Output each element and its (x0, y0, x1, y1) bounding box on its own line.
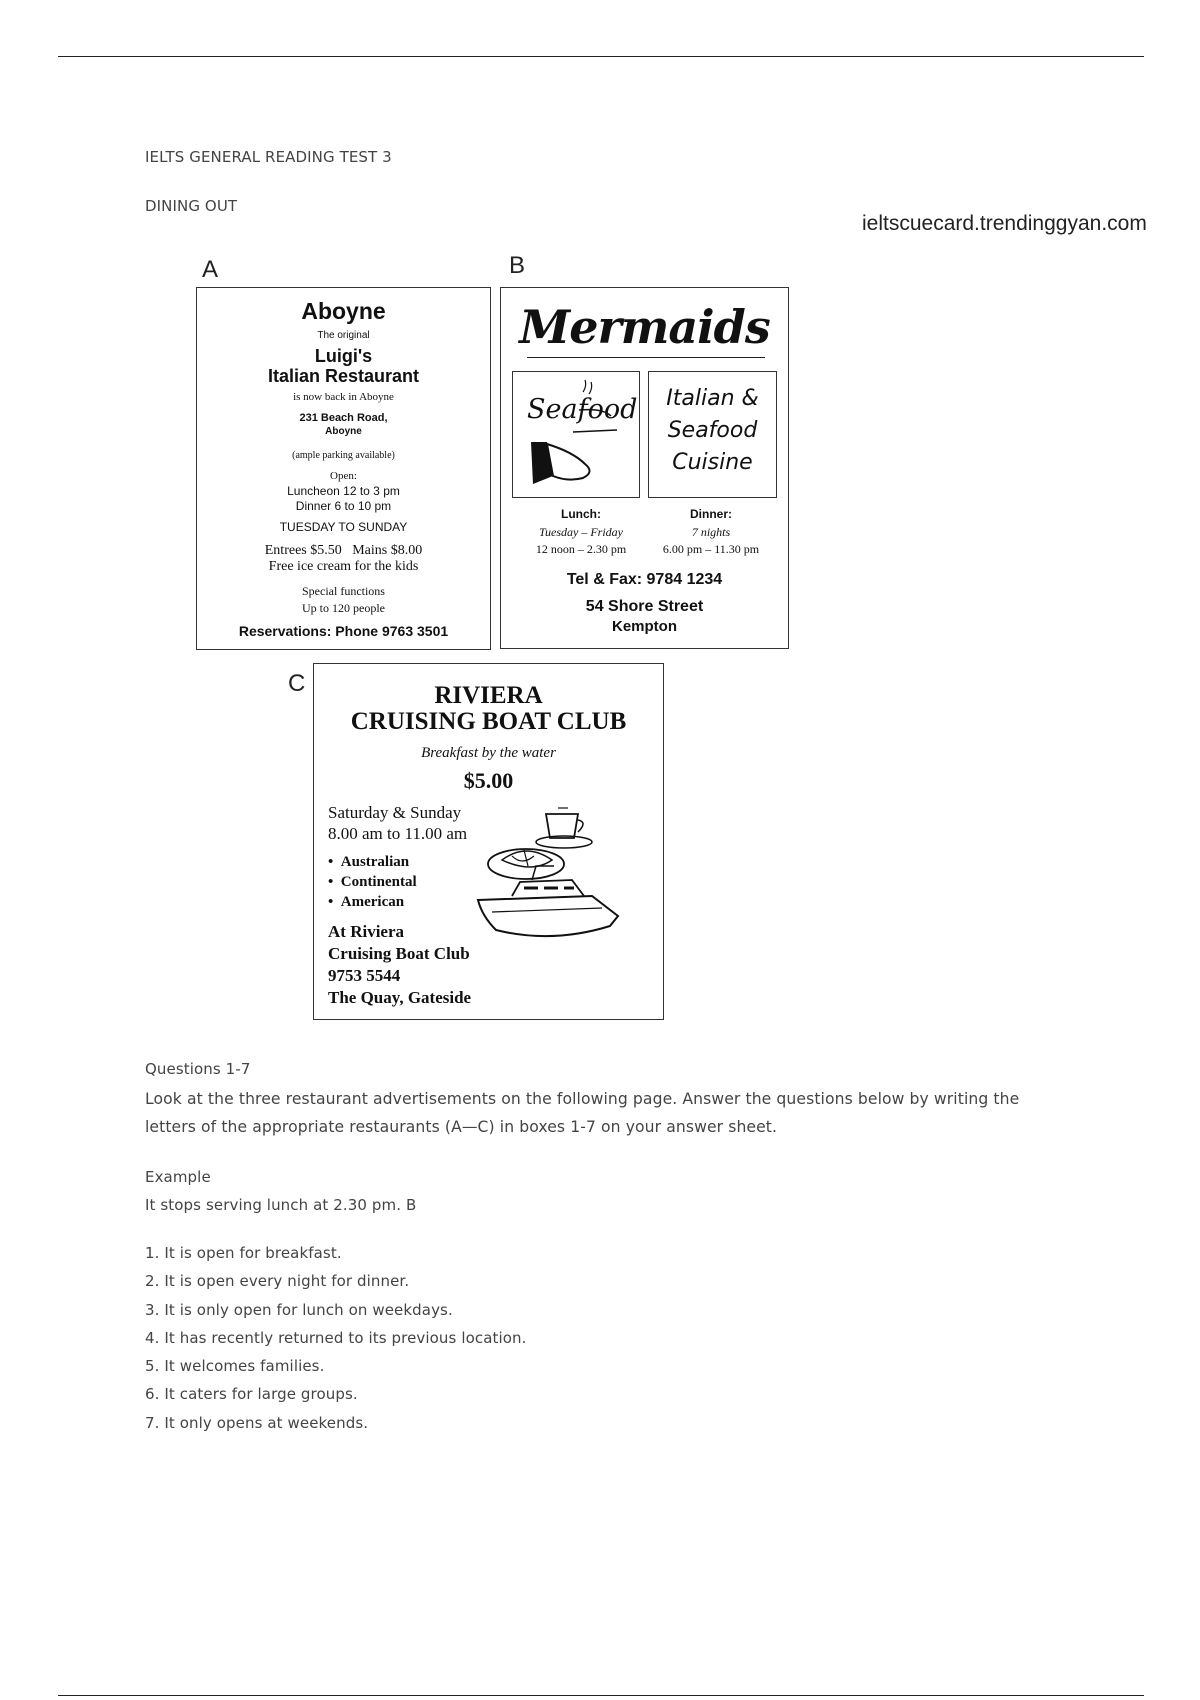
breakfast-boat-illustration-icon (472, 804, 632, 954)
questions-heading: Questions 1-7 (145, 1060, 251, 1078)
ad-a-letter: A (202, 256, 219, 283)
question-item: 2. It is open every night for dinner. (145, 1272, 410, 1291)
ad-a-prices: Entrees $5.50 Mains $8.00 (264, 543, 423, 558)
ad-b-cuisine-line3: Cuisine (672, 450, 753, 475)
ad-b-cuisine-box (648, 371, 777, 498)
ad-a-days: TUESDAY TO SUNDAY (279, 520, 408, 534)
ad-c-title-line1: RIVIERA (434, 682, 543, 709)
example-label: Example (145, 1168, 211, 1186)
ad-b-mermaids (500, 287, 789, 649)
ad-c-loc-line2: Cruising Boat Club (328, 944, 470, 963)
ad-a-functions: Special functions (302, 584, 385, 598)
question-item: 4. It has recently returned to its previous location. (145, 1328, 527, 1347)
ad-b-dinner-days: 7 nights (691, 525, 731, 539)
ad-b-dinner-hours: 6.00 pm – 11.30 pm (662, 542, 760, 556)
ad-a-dinner: Dinner 6 to 10 pm (295, 499, 392, 513)
instructions-line2: letters of the appropriate restaurants (A—C) in boxes 1-7 on your answer sheet. (145, 1118, 778, 1136)
ad-a-restaurant-type: Italian Restaurant (267, 366, 420, 386)
ad-c-letter: C (288, 670, 306, 697)
ad-c-days: Saturday & Sunday (328, 803, 462, 822)
ad-c-option: • American (328, 894, 405, 910)
ad-a-capacity: Up to 120 people (302, 601, 385, 615)
bottom-rule (58, 1695, 1144, 1696)
ad-a-parking: (ample parking available) (292, 450, 395, 461)
ad-b-lunch-days: Tuesday – Friday (539, 525, 623, 539)
ad-b-title-underline (527, 357, 765, 358)
top-rule (58, 56, 1144, 57)
ad-b-seafood-logo: Seafood (527, 394, 638, 425)
ad-a-kids: Free ice cream for the kids (268, 559, 419, 574)
watermark-url: ieltscuecard.trendinggyan.com (862, 212, 1147, 235)
ad-c-tagline: Breakfast by the water (421, 745, 556, 761)
ad-b-name: Mermaids (519, 300, 770, 354)
ad-c-price: $5.00 (463, 768, 514, 793)
ad-a-address-line2: Aboyne (325, 426, 362, 437)
ad-c-address: The Quay, Gateside (328, 988, 472, 1007)
ad-b-seafood-box (512, 371, 640, 498)
ad-a-luncheon: Luncheon 12 to 3 pm (287, 484, 400, 498)
ad-b-street: 54 Shore Street (585, 598, 704, 615)
ad-c-loc-line1: At Riviera (328, 922, 405, 941)
ad-b-cuisine-line2: Seafood (667, 418, 758, 443)
question-item: 1. It is open for breakfast. (145, 1244, 342, 1262)
ad-a-open-label: Open: (330, 470, 357, 482)
question-item: 7. It only opens at weekends. (145, 1413, 369, 1432)
ad-c-options-list (328, 852, 417, 912)
example-text: It stops serving lunch at 2.30 pm. B (145, 1196, 417, 1214)
question-item: 3. It is only open for lunch on weekdays. (145, 1300, 453, 1319)
ad-c-title-line2: CRUISING BOAT CLUB (350, 708, 627, 735)
ad-b-cuisine-line1: Italian & (666, 386, 759, 411)
ad-a-the-original: The original (317, 330, 370, 341)
ad-c-hours: 8.00 am to 11.00 am (328, 824, 468, 843)
ad-c-phone: 9753 5544 (328, 966, 401, 985)
section-title: DINING OUT (145, 197, 238, 215)
ad-b-letter: B (509, 252, 526, 279)
test-title: IELTS GENERAL READING TEST 3 (145, 148, 392, 166)
instructions-line1: Look at the three restaurant advertisements on the following page. Answer the questions below by writing the (145, 1090, 1020, 1108)
ad-b-suburb: Kempton (612, 618, 677, 635)
question-item: 6. It caters for large groups. (145, 1385, 358, 1404)
ad-b-phone: Tel & Fax: 9784 1234 (566, 571, 723, 588)
question-list (145, 1244, 527, 1442)
ad-a-aboyne (196, 287, 491, 650)
ad-a-tagline: is now back in Aboyne (293, 391, 394, 403)
question-item: 5. It welcomes families. (145, 1357, 325, 1376)
waiter-hand-icon (513, 372, 639, 497)
ad-b-dinner-label: Dinner: (690, 507, 732, 521)
ad-a-brand: Luigi's (314, 346, 373, 366)
ad-a-name: Aboyne (301, 298, 386, 324)
ad-b-lunch-hours: 12 noon – 2.30 pm (535, 542, 627, 556)
ad-a-reservations: Reservations: Phone 9763 3501 (238, 623, 449, 639)
ad-c-riviera (313, 663, 664, 1020)
ad-b-lunch-label: Lunch: (561, 507, 601, 521)
ad-a-address-line1: 231 Beach Road, (299, 412, 388, 424)
ad-c-option: • Continental (328, 874, 417, 890)
ad-c-option: • Australian (328, 854, 410, 870)
